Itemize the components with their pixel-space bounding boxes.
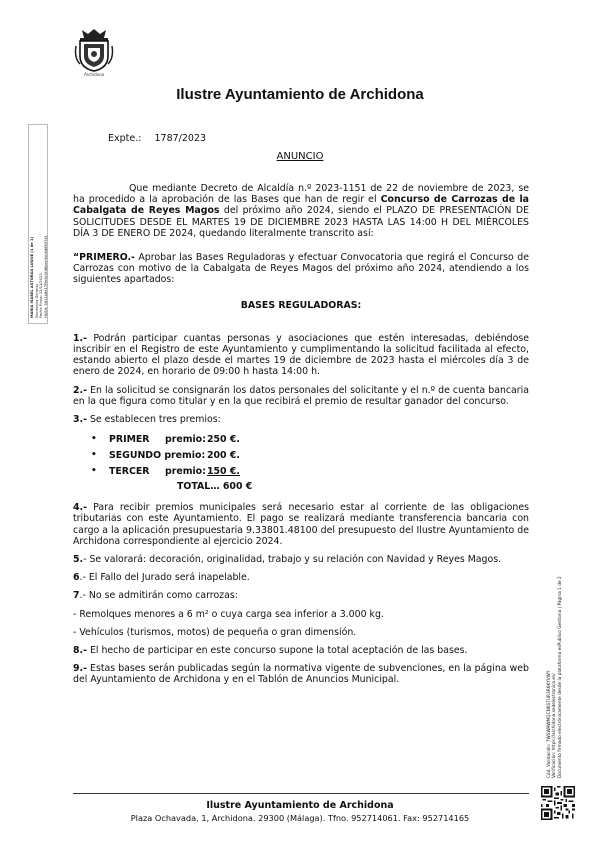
footer-divider (73, 793, 529, 794)
verification-text (547, 518, 563, 778)
base-item-2: 2.- En la solicitud se consignarán los datos personales del solicitante y el n.º de cuenta bancaria en la que figura como titular y en la que recibirá el premio de resultar ganador del concurso. (73, 384, 529, 407)
signature-line: Secretaria General (34, 284, 39, 318)
base-item-1: 1.- Podrán participar cuantas personas y asociaciones que estén interesadas, debiéndose inscribir en el Registro de este Ayuntamiento y cumplimentando la solicitud facilitada al efecto, estando abierto el plazo desde el martes 19 de diciembre de 2023 hasta el miércoles día 3 de enero de 2024, en horario de 09:00 h hasta 14:00 h. (73, 332, 529, 378)
bases-title: BASES REGULADORAS: (240, 299, 362, 311)
exclusion-item: - Remolques menores a 6 m² o cuya carga sea inferior a 3.000 kg. (73, 608, 384, 620)
footer-title: Ilustre Ayuntamiento de Archidona (206, 800, 394, 811)
base-item-4: 4.- Para recibir premios municipales será necesario estar al corriente de las obligaciones tributarias con este Ayuntamiento. El pago se realizará mediante transferencia bancaria con cargo a la aplicación presupuestaria 9.33801.48100 del presupuesto del Ilustre Ayuntamiento de Archidona correspondiente al ejercicio 2024. (73, 502, 529, 547)
verification-line: Cód. Validación: 7WSWAWMQCN6STUR3R6KYVWY (547, 670, 552, 778)
verification-line: Verificación: https://archidona.sedelectronica.es/ (552, 673, 558, 778)
prize-item: • PRIMER premio: 250 €. (91, 433, 240, 445)
prize-item: • TERCER premio: 150 €. (91, 465, 240, 477)
prize-total: TOTAL… 600 € (177, 481, 253, 493)
base-item-6: 6.- El Fallo del Jurado será inapelable. (73, 572, 250, 584)
qr-code-icon (541, 786, 575, 820)
prize-list (91, 431, 529, 495)
signature-line: Fecha Firma: 22/11/2023 (39, 273, 44, 318)
notice-title: ANUNCIO (276, 151, 324, 162)
file-reference (108, 133, 206, 144)
coat-of-arms-icon (74, 28, 114, 72)
page-title: Ilustre Ayuntamiento de Archidona (176, 86, 424, 103)
base-item-7: 7.- No se admitirán como carrozas: (73, 590, 238, 602)
prize-item: • SEGUNDO premio: 200 €. (91, 449, 240, 461)
document-body (73, 183, 529, 686)
footer-address: Plaza Ochavada, 1, Archidona. 29300 (Málaga). Tfno. 952714061. Fax: 952714165 (130, 813, 470, 823)
signature-line: MARIA ISABEL ASTORGA LUQUE (1 de 1) (30, 236, 34, 318)
signature-line: HASH: 5d11b8e17f9e5c0fd8bee3bb5d865741 (43, 235, 48, 318)
signature-stamp (30, 118, 48, 318)
base-item-8: 8.- El hecho de participar en este concurso supone la total aceptación de las bases. (73, 645, 468, 657)
base-item-3: 3.- Se establecen tres premios: (73, 414, 221, 426)
primero-paragraph: “PRIMERO.- Aprobar las Bases Reguladoras y efectuar Convocatoria que regirá el Concurso de Carrozas con motivo de la Cabalgata de Reyes Magos del próximo año 2024, atendiendo a los siguientes apartados: (73, 252, 529, 286)
intro-paragraph: Que mediante Decreto de Alcaldía n.º 2023-1151 de 22 de noviembre de 2023, se ha procedido a la aprobación de las Bases que han de regir el Concurso de Carrozas de la Cabalgata de Reyes Magos del próximo año 2024, siendo el PLAZO DE PRESENTACIÓN DE SOLICITUDES DESDE EL MARTES 19 DE DICIEMBRE 2023 HASTA LAS 14:00 H DEL MIÉRCOLES DÍA 3 DE ENERO DE 2024, quedando literalmente transcrito así: (73, 183, 529, 239)
file-reference-label: Expte.: (108, 133, 142, 144)
exclusion-item: - Vehículos (turismos, motos) de pequeña o gran dimensión. (73, 626, 357, 638)
base-item-5: 5.- Se valorará: decoración, originalidad, trabajo y su relación con Navidad y Reyes Magos. (73, 554, 502, 566)
base-item-9: 9.- Estas bases serán publicadas según la normativa vigente de subvenciones, en la página web del Ayuntamiento de Archidona y en el Tablón de Anuncios Municipal. (73, 663, 529, 686)
file-reference-number: 1787/2023 (154, 133, 207, 144)
verification-line: Documento firmado electrónicamente desde la plataforma esPublico Gestiona | Página 1 de 2 (557, 576, 563, 778)
crest-label: Archidona (83, 72, 105, 77)
